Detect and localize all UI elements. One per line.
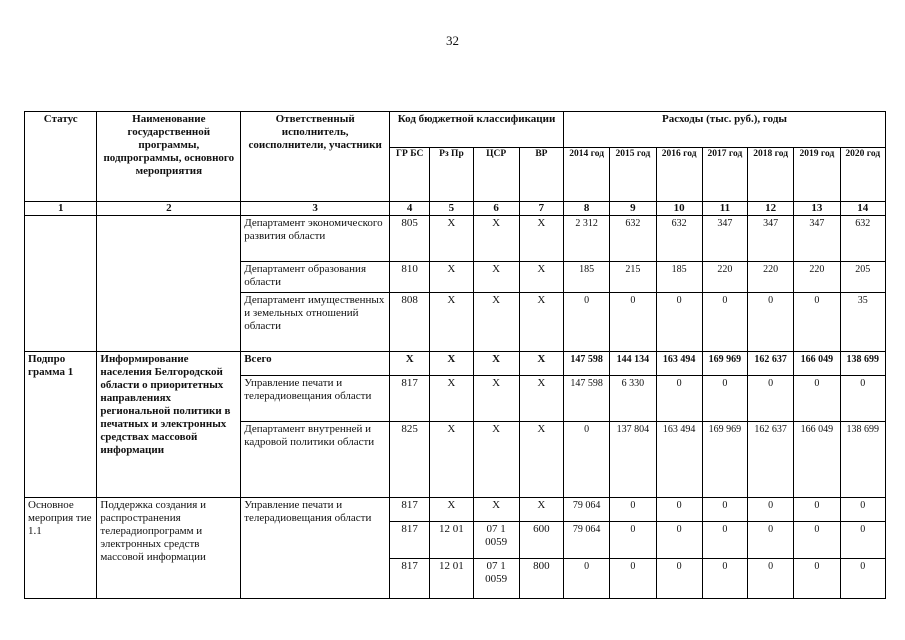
- executor-cell: Департамент внутренней и кадровой политики области: [241, 422, 390, 498]
- csr-cell: X: [473, 376, 519, 422]
- grbs-cell: 817: [390, 522, 430, 559]
- column-number: 8: [564, 202, 610, 216]
- value-cell: 0: [794, 376, 840, 422]
- value-cell: 0: [564, 293, 610, 352]
- value-cell: 138 699: [840, 352, 885, 376]
- value-cell: 347: [794, 216, 840, 262]
- value-cell: 0: [840, 376, 885, 422]
- table-row: [25, 216, 886, 262]
- value-cell: 166 049: [794, 352, 840, 376]
- value-cell: 166 049: [794, 422, 840, 498]
- vr-cell: X: [519, 293, 563, 352]
- csr-cell: X: [473, 216, 519, 262]
- header-grbs: ГР БС: [390, 148, 430, 202]
- budget-table: [24, 111, 886, 599]
- column-number-row: [25, 202, 886, 216]
- grbs-cell: 808: [390, 293, 430, 352]
- value-cell: 0: [656, 559, 702, 599]
- column-number: 10: [656, 202, 702, 216]
- value-cell: 169 969: [702, 422, 747, 498]
- value-cell: 185: [564, 262, 610, 293]
- value-cell: 347: [748, 216, 794, 262]
- csr-cell: X: [473, 352, 519, 376]
- value-cell: 0: [702, 522, 747, 559]
- subprogram-status: Подпро грамма 1: [25, 352, 97, 498]
- rzpr-cell: X: [430, 293, 473, 352]
- value-cell: 79 064: [564, 522, 610, 559]
- value-cell: 147 598: [564, 352, 610, 376]
- value-cell: 0: [794, 293, 840, 352]
- header-rzpr: Рз Пр: [430, 148, 473, 202]
- value-cell: 0: [656, 376, 702, 422]
- vr-cell: X: [519, 216, 563, 262]
- column-number: 11: [702, 202, 747, 216]
- value-cell: 220: [794, 262, 840, 293]
- value-cell: 220: [702, 262, 747, 293]
- header-year: 2020 год: [840, 148, 885, 202]
- header-responsible: Ответственный исполнитель, соисполнители, участники: [241, 112, 390, 202]
- value-cell: 137 804: [610, 422, 656, 498]
- column-number: 14: [840, 202, 885, 216]
- value-cell: 347: [702, 216, 747, 262]
- column-number: 13: [794, 202, 840, 216]
- value-cell: 0: [610, 522, 656, 559]
- vr-cell: 600: [519, 522, 563, 559]
- rzpr-cell: X: [430, 498, 473, 522]
- value-cell: 0: [656, 293, 702, 352]
- header-vr: ВР: [519, 148, 563, 202]
- vr-cell: X: [519, 376, 563, 422]
- value-cell: 185: [656, 262, 702, 293]
- header-year: 2016 год: [656, 148, 702, 202]
- value-cell: 632: [656, 216, 702, 262]
- column-number: 6: [473, 202, 519, 216]
- csr-cell: X: [473, 262, 519, 293]
- value-cell: 0: [840, 498, 885, 522]
- value-cell: 0: [840, 522, 885, 559]
- page-number: 32: [446, 33, 459, 48]
- header-expenses: Расходы (тыс. руб.), годы: [564, 112, 886, 148]
- value-cell: 147 598: [564, 376, 610, 422]
- grbs-cell: 825: [390, 422, 430, 498]
- value-cell: 2 312: [564, 216, 610, 262]
- value-cell: 0: [748, 522, 794, 559]
- vr-cell: X: [519, 498, 563, 522]
- executor-cell: Управление печати и телерадиовещания области: [241, 376, 390, 422]
- value-cell: 0: [748, 559, 794, 599]
- column-number: 5: [430, 202, 473, 216]
- subprogram-name: Информирование населения Белгородской области о приоритетных направлениях региональной политики в печатных и электронных средствах массовой информации: [97, 352, 241, 498]
- value-cell: 0: [748, 498, 794, 522]
- column-number: 9: [610, 202, 656, 216]
- value-cell: 0: [748, 293, 794, 352]
- value-cell: 79 064: [564, 498, 610, 522]
- grbs-cell: 805: [390, 216, 430, 262]
- value-cell: 632: [610, 216, 656, 262]
- value-cell: 220: [748, 262, 794, 293]
- csr-cell: X: [473, 293, 519, 352]
- activity-status: Основное мероприя тие 1.1: [25, 498, 97, 599]
- header-year: 2017 год: [702, 148, 747, 202]
- value-cell: 215: [610, 262, 656, 293]
- value-cell: 0: [610, 293, 656, 352]
- header-year: 2014 год: [564, 148, 610, 202]
- value-cell: 0: [656, 498, 702, 522]
- header-name: Наименование государственной программы, подпрограммы, основного мероприятия: [97, 112, 241, 202]
- grbs-cell: 817: [390, 498, 430, 522]
- value-cell: 144 134: [610, 352, 656, 376]
- value-cell: 0: [794, 559, 840, 599]
- value-cell: 162 637: [748, 352, 794, 376]
- value-cell: 205: [840, 262, 885, 293]
- value-cell: 163 494: [656, 352, 702, 376]
- value-cell: 0: [702, 293, 747, 352]
- rzpr-cell: X: [430, 422, 473, 498]
- executor-cell: Департамент образования области: [241, 262, 390, 293]
- value-cell: 35: [840, 293, 885, 352]
- executor-cell: Всего: [241, 352, 390, 376]
- csr-cell: 07 1 0059: [473, 559, 519, 599]
- name-cell-empty: [97, 216, 241, 352]
- value-cell: 0: [840, 559, 885, 599]
- value-cell: 169 969: [702, 352, 747, 376]
- grbs-cell: X: [390, 352, 430, 376]
- value-cell: 0: [748, 376, 794, 422]
- vr-cell: X: [519, 422, 563, 498]
- value-cell: 0: [702, 559, 747, 599]
- header-budget-code: Код бюджетной классификации: [390, 112, 564, 148]
- header-year: 2015 год: [610, 148, 656, 202]
- vr-cell: 800: [519, 559, 563, 599]
- value-cell: 0: [564, 559, 610, 599]
- rzpr-cell: X: [430, 216, 473, 262]
- value-cell: 6 330: [610, 376, 656, 422]
- value-cell: 0: [656, 522, 702, 559]
- value-cell: 0: [702, 498, 747, 522]
- value-cell: 0: [794, 522, 840, 559]
- grbs-cell: 810: [390, 262, 430, 293]
- status-cell-empty: [25, 216, 97, 352]
- executor-cell: Департамент экономического развития области: [241, 216, 390, 262]
- value-cell: 163 494: [656, 422, 702, 498]
- column-number: 1: [25, 202, 97, 216]
- csr-cell: X: [473, 422, 519, 498]
- rzpr-cell: X: [430, 352, 473, 376]
- column-number: 7: [519, 202, 563, 216]
- value-cell: 162 637: [748, 422, 794, 498]
- value-cell: 632: [840, 216, 885, 262]
- rzpr-cell: X: [430, 376, 473, 422]
- column-number: 4: [390, 202, 430, 216]
- grbs-cell: 817: [390, 376, 430, 422]
- csr-cell: 07 1 0059: [473, 522, 519, 559]
- vr-cell: X: [519, 262, 563, 293]
- table-row: [25, 498, 886, 522]
- value-cell: 0: [794, 498, 840, 522]
- header-status: Статус: [25, 112, 97, 202]
- value-cell: 0: [610, 559, 656, 599]
- grbs-cell: 817: [390, 559, 430, 599]
- activity-name: Поддержка создания и распространения телерадиопрограмм и электронных средств массовой информации: [97, 498, 241, 599]
- vr-cell: X: [519, 352, 563, 376]
- rzpr-cell: 12 01: [430, 522, 473, 559]
- rzpr-cell: 12 01: [430, 559, 473, 599]
- value-cell: 0: [610, 498, 656, 522]
- value-cell: 0: [702, 376, 747, 422]
- header-year: 2018 год: [748, 148, 794, 202]
- rzpr-cell: X: [430, 262, 473, 293]
- activity-executor: Управление печати и телерадиовещания области: [241, 498, 390, 599]
- column-number: 12: [748, 202, 794, 216]
- column-number: 3: [241, 202, 390, 216]
- value-cell: 0: [564, 422, 610, 498]
- csr-cell: X: [473, 498, 519, 522]
- table-row: [25, 352, 886, 376]
- column-number: 2: [97, 202, 241, 216]
- value-cell: 138 699: [840, 422, 885, 498]
- header-csr: ЦСР: [473, 148, 519, 202]
- executor-cell: Департамент имущественных и земельных отношений области: [241, 293, 390, 352]
- header-year: 2019 год: [794, 148, 840, 202]
